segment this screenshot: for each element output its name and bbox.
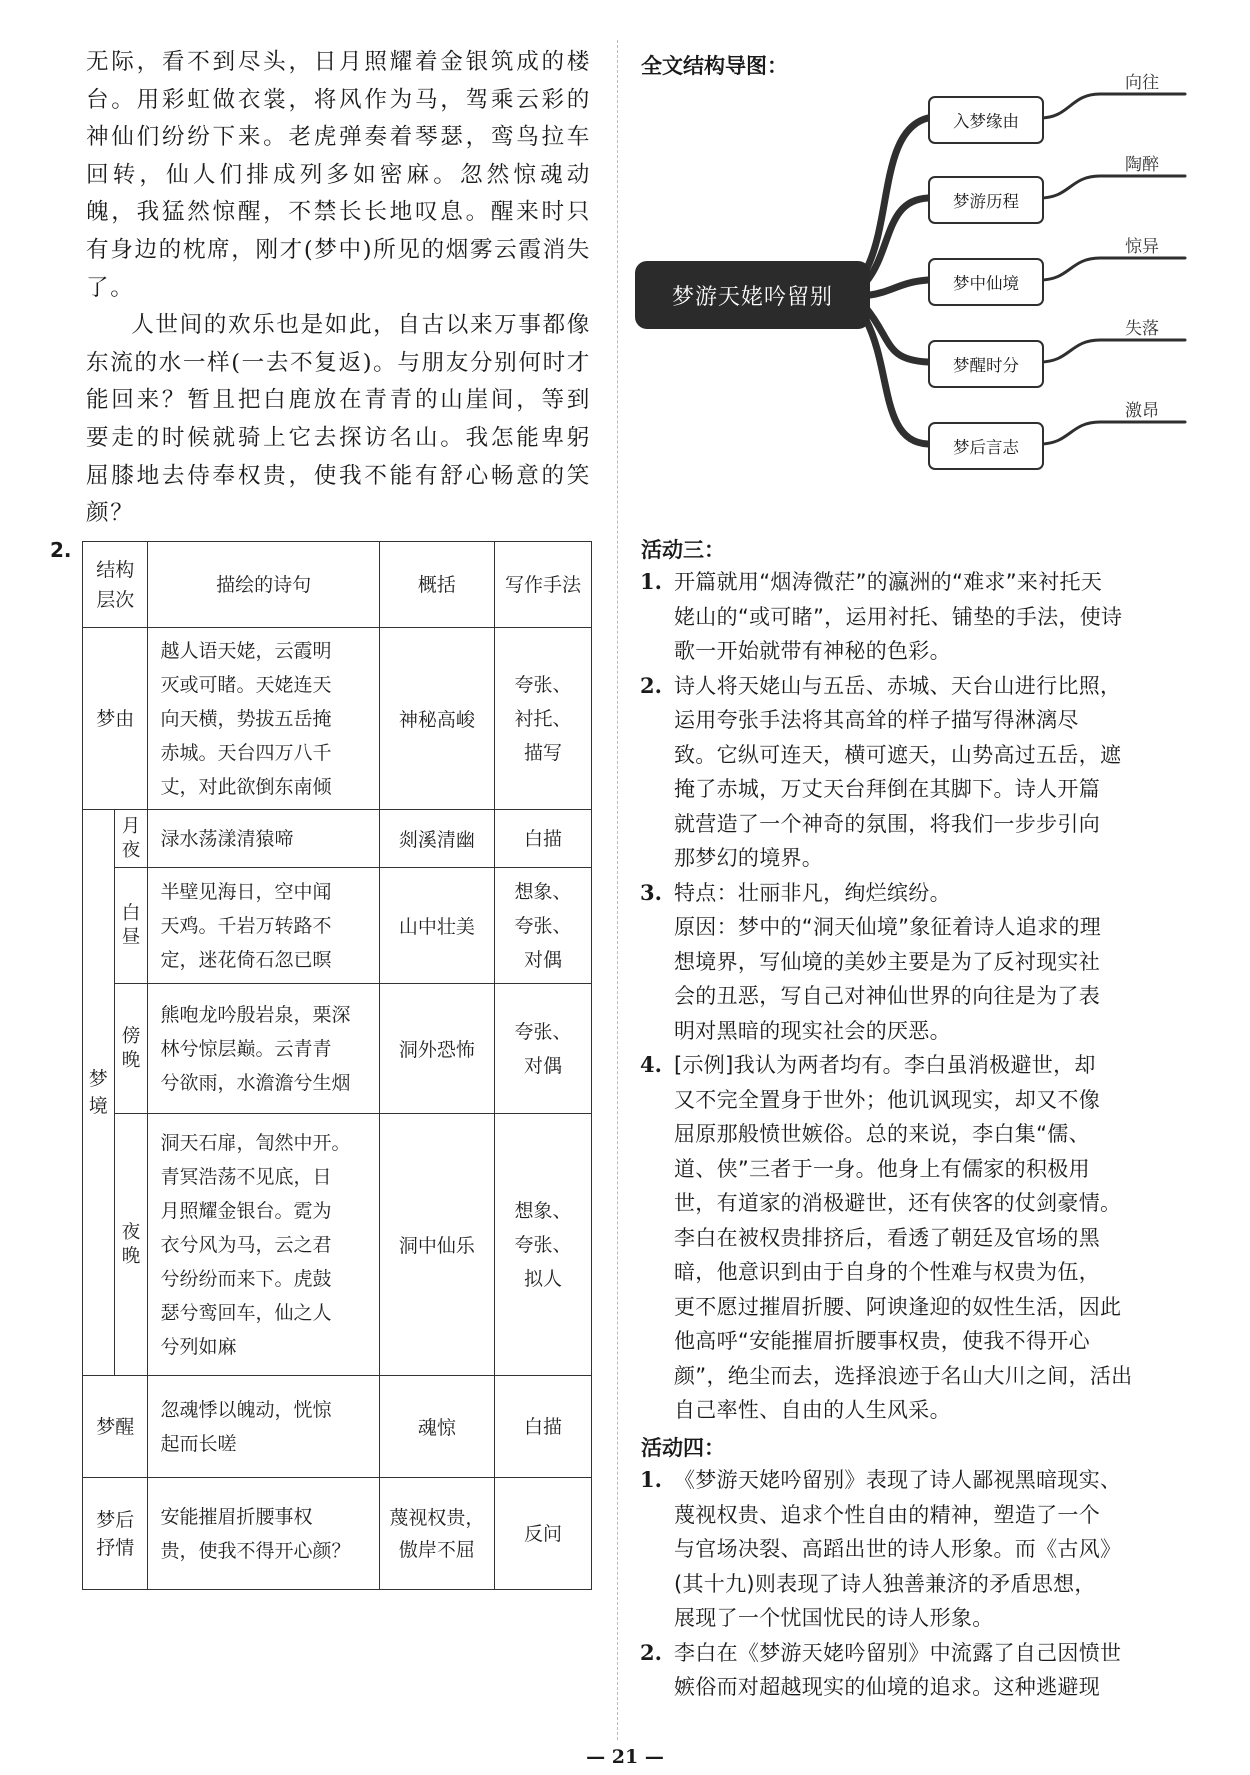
label-text: 梦境	[88, 1067, 108, 1117]
poem-line: 洞天石扉，訇然中开。	[160, 1131, 351, 1154]
answer-item	[640, 565, 1180, 669]
method-text: 对偶	[523, 1054, 562, 1077]
table-row	[83, 1478, 592, 1590]
answer-line: 就营造了一个神奇的氛围，将我们一步步引向	[674, 811, 1100, 836]
table-header-row	[83, 542, 592, 628]
branch-line	[866, 118, 928, 270]
poem-line: 丈，对此欲倒东南倾	[160, 775, 332, 798]
answer-line: 那梦幻的境界。	[674, 846, 824, 870]
poem-line: 林兮惊层巅。云青青	[160, 1037, 332, 1060]
answer-line: 颜”，绝尘而去，选择浪迹于名山大川之间，活出	[674, 1363, 1133, 1388]
answer-text	[674, 1048, 1180, 1428]
poem-line: 瑟兮鸾回车，仙之人	[160, 1301, 332, 1324]
label-text: 抒情	[96, 1536, 135, 1559]
page-number: — 21 —	[586, 1746, 664, 1768]
text-line: 像东流的水一样(一去不复返)。与朋友分别	[86, 312, 591, 376]
structure-label	[83, 628, 148, 810]
answer-line: 自己率性、自由的人生风采。	[674, 1398, 951, 1422]
answer-continuation	[640, 910, 1180, 1048]
answer-text	[674, 876, 1180, 911]
translation-paragraph-2	[86, 307, 591, 533]
leaf-line	[1040, 258, 1185, 280]
answer-number: 1.	[640, 1467, 662, 1492]
poem-line: 贵，使我不得开心颜？	[160, 1539, 351, 1562]
header-text: 结构	[96, 558, 135, 581]
poem-line: 半壁见海日，空中闻	[160, 880, 332, 903]
poem-line: 兮纷纷而来下。虎鼓	[160, 1267, 332, 1290]
answer-line: 展现了一个忧国忧民的诗人形象。	[674, 1606, 994, 1630]
mindmap-node: 梦醒时分	[928, 340, 1044, 388]
text-line: 失了。	[86, 236, 591, 301]
method-cell	[494, 1376, 591, 1478]
summary-text: 傲岸不屈	[398, 1538, 475, 1561]
structure-label	[83, 1478, 148, 1590]
method-text: 拟人	[523, 1267, 562, 1290]
method-text: 反问	[523, 1522, 562, 1545]
header-summary: 概括	[379, 542, 494, 628]
answer-line: 原因：梦中的“洞天仙境”象征着诗人追求的理	[674, 915, 1102, 939]
answer-line: 又不完全置身于世外；他讥讽现实，却又不像	[674, 1087, 1100, 1112]
answer-line: (其十九)则表现了诗人独善兼济的矛盾思想，	[674, 1571, 1096, 1596]
answer-text	[674, 669, 1180, 876]
text-line: 神仙们纷纷下来。老虎弹奏着琴瑟，鸾鸟拉车	[86, 124, 591, 151]
poem-line: 兮欲雨，水澹澹兮生烟	[160, 1071, 351, 1094]
question-number: 2.	[50, 538, 72, 562]
answer-number: 1.	[640, 569, 662, 594]
method-text: 描写	[523, 741, 562, 764]
header-text: 层次	[96, 588, 135, 611]
text-line: 回转，仙人们排成列多如密麻。忽然惊魂动	[86, 161, 591, 188]
answer-line: 屈原那般愤世嫉俗。总的来说，李白集“儒、	[674, 1122, 1090, 1146]
answer-line: 与官场决裂、高蹈出世的诗人形象。而《古风》	[674, 1537, 1122, 1561]
text-line: 人世间的欢乐也是如此，自古以来万事都	[131, 312, 567, 339]
activity3-answers	[640, 565, 1180, 1428]
answer-line: 运用夸张手法将其高耸的样子描写得淋漓尽	[674, 708, 1079, 732]
sub-label	[114, 1114, 148, 1376]
answer-line: 特点：壮丽非凡，绚烂缤纷。	[674, 880, 951, 905]
answer-number: 4.	[640, 1052, 662, 1077]
poem-line: 起而长嗟	[160, 1432, 237, 1455]
column-divider	[617, 40, 618, 1740]
structure-label	[83, 1376, 148, 1478]
method-text: 对偶	[523, 948, 562, 971]
poem-line: 天鸡。千岩万转路不	[160, 914, 332, 937]
sub-label-text: 月夜	[121, 815, 141, 861]
answer-item	[640, 1636, 1180, 1705]
method-cell	[494, 984, 591, 1114]
method-text: 夸张、	[514, 1233, 572, 1256]
table-row	[83, 1376, 592, 1478]
mindmap-title: 全文结构导图：	[641, 54, 788, 78]
method-cell	[494, 1114, 591, 1376]
sub-label-text: 夜晚	[121, 1221, 141, 1267]
answer-line: 世，有道家的消极避世，还有侠客的仗剑豪情。	[674, 1191, 1122, 1215]
answer-line: 致。它纵可连天，横可遮天，山势高过五岳，遮	[674, 742, 1122, 767]
label-text: 梦醒	[96, 1415, 135, 1438]
table-row	[83, 984, 592, 1114]
poem-lines-cell	[148, 810, 379, 868]
answer-item	[640, 876, 1180, 911]
translation-paragraph-1	[86, 44, 591, 307]
sub-label-text: 傍晚	[121, 1025, 141, 1071]
summary-cell: 剡溪清幽	[379, 810, 494, 868]
text-line: 魄，我猛然惊醒，不禁长长地叹息。醒来时只	[86, 199, 591, 226]
summary-text: 蔑视权贵，	[389, 1506, 485, 1529]
table-row	[83, 628, 592, 810]
answer-line: 歌一开始就带有神秘的色彩。	[674, 639, 951, 663]
summary-cell: 神秘高峻	[379, 628, 494, 810]
mindmap-leaf: 陶醉	[1125, 155, 1159, 175]
poem-lines-cell	[148, 1376, 379, 1478]
text-line: 畅意的笑颜？	[86, 462, 591, 527]
answer-line: 嫉俗而对超越现实的仙境的追求。这种逃避现	[674, 1675, 1100, 1699]
summary-cell: 魂惊	[379, 1376, 494, 1478]
answer-text	[674, 565, 1180, 669]
header-structure	[83, 542, 148, 628]
mindmap-node: 梦后言志	[928, 422, 1044, 470]
answer-line: 李白在《梦游天姥吟留别》中流露了自己因愤世	[674, 1640, 1122, 1665]
structure-table	[82, 541, 592, 1590]
text-line: 无际，看不到尽头，日月照耀着金银筑成的楼	[86, 49, 591, 75]
answer-line: 道、侠”三者于一身。他身上有儒家的积极用	[674, 1156, 1090, 1181]
answer-line: 更不愿过摧眉折腰、阿谀逢迎的奴性生活，因此	[674, 1294, 1122, 1319]
poem-lines-cell	[148, 1478, 379, 1590]
text-line: 何时才能回来？暂且把白鹿放在青青的山崖	[86, 349, 591, 414]
summary-cell: 山中壮美	[379, 868, 494, 984]
answer-line: 明对黑暗的现实社会的厌恶。	[674, 1018, 951, 1043]
answer-item	[640, 1048, 1180, 1428]
summary-cell	[379, 1478, 494, 1590]
poem-line: 熊咆龙吟殷岩泉，栗深	[160, 1003, 351, 1026]
answer-line: [示例]我认为两者均有。李白虽消极避世，却	[674, 1053, 1096, 1077]
leaf-line	[1040, 340, 1185, 362]
method-text: 夸张、	[514, 1020, 572, 1043]
method-cell	[494, 868, 591, 984]
answer-line: 诗人将天姥山与五岳、赤城、天台山进行比照，	[674, 673, 1122, 698]
answer-number: 2.	[640, 672, 662, 698]
table-row	[83, 810, 592, 868]
poem-line: 月照耀金银台。霓为	[160, 1199, 332, 1222]
poem-line: 衣兮风为马，云之君	[160, 1233, 332, 1256]
sub-label	[114, 810, 148, 868]
poem-line: 向天横，势拔五岳掩	[160, 707, 332, 730]
text-line: 怎能卑躬屈膝地去侍奉权贵，使我不能有舒心	[86, 424, 591, 489]
method-cell	[494, 628, 591, 810]
poem-line: 渌水荡漾清猿啼	[160, 827, 294, 850]
mindmap-root: 梦游天姥吟留别	[635, 261, 870, 329]
method-text: 白描	[523, 827, 562, 850]
poem-lines-cell	[148, 1114, 379, 1376]
method-text: 夸张、	[514, 673, 572, 696]
answer-item	[640, 669, 1180, 876]
answer-text	[674, 1636, 1180, 1705]
method-cell	[494, 1478, 591, 1590]
mindmap-leaf: 失落	[1125, 319, 1159, 339]
label-text: 梦由	[96, 707, 135, 730]
answer-line: 蔑视权贵、追求个性自由的精神，塑造了一个	[674, 1502, 1100, 1527]
answer-line: 想境界，写仙境的美妙主要是为了反衬现实社	[674, 949, 1100, 974]
header-method: 写作手法	[494, 542, 591, 628]
mindmap-leaf: 惊异	[1125, 237, 1159, 257]
translation-text	[86, 44, 591, 533]
method-text: 想象、	[514, 1199, 572, 1222]
text-line: 间，等到要走的时候就骑上它去探访名山。我	[86, 387, 591, 451]
method-text: 衬托、	[514, 707, 572, 730]
answer-line: 掩了赤城，万丈天台拜倒在其脚下。诗人开篇	[674, 777, 1100, 801]
poem-line: 定，迷花倚石忽已暝	[160, 948, 332, 971]
table-row	[83, 868, 592, 984]
poem-line: 青冥浩荡不见底，日	[160, 1165, 332, 1188]
leaf-line	[1040, 94, 1185, 118]
answer-number: 2.	[640, 1639, 662, 1665]
poem-lines-cell	[148, 984, 379, 1114]
answer-line: 暗，他意识到由于自身的个性难与权贵为伍，	[674, 1260, 1100, 1284]
sub-label-text: 白昼	[121, 902, 141, 948]
mindmap-leaf: 激昂	[1125, 401, 1159, 421]
leaf-line	[1040, 422, 1185, 444]
mind-map	[630, 70, 1200, 530]
poem-line: 忽魂悸以魄动，恍惊	[160, 1398, 332, 1421]
activity4-title: 活动四：	[641, 1436, 725, 1460]
answer-text	[674, 1463, 1180, 1636]
answer-line: 《梦游天姥吟留别》表现了诗人鄙视黑暗现实、	[674, 1468, 1122, 1492]
branch-line	[870, 280, 928, 295]
method-text: 白描	[523, 1415, 562, 1438]
answer-line: 会的丑恶，写自己对神仙世界的向往是为了表	[674, 984, 1100, 1008]
mindmap-node: 入梦缘由	[928, 96, 1044, 144]
text-line: 有身边的枕席，刚才(梦中)所见的烟雾云霞消	[86, 236, 567, 263]
label-text: 梦后	[96, 1508, 135, 1531]
table-row	[83, 1114, 592, 1376]
leaf-line	[1040, 176, 1185, 198]
poem-line: 兮列如麻	[160, 1335, 237, 1358]
answer-number: 3.	[640, 879, 662, 905]
header-lines: 描绘的诗句	[148, 542, 379, 628]
mindmap-node: 梦游历程	[928, 176, 1044, 224]
poem-lines-cell	[148, 868, 379, 984]
activity3-title: 活动三：	[641, 538, 725, 562]
method-cell	[494, 810, 591, 868]
mindmap-node: 梦中仙境	[928, 258, 1044, 306]
answer-line: 李白在被权贵排挤后，看透了朝廷及官场的黑	[674, 1225, 1100, 1250]
poem-line: 越人语天姥，云霞明	[160, 639, 332, 662]
poem-line: 灭或可睹。天姥连天	[160, 673, 332, 696]
poem-line: 赤城。天台四万八千	[160, 741, 332, 764]
mindmap-leaf: 向往	[1125, 73, 1159, 93]
activity4-answers	[640, 1463, 1180, 1705]
sub-label	[114, 984, 148, 1114]
answer-line: 他高呼“安能摧眉折腰事权贵，使我不得开心	[674, 1329, 1090, 1353]
sub-label	[114, 868, 148, 984]
summary-cell: 洞中仙乐	[379, 1114, 494, 1376]
answer-line: 开篇就用“烟涛微茫”的瀛洲的“难求”来衬托天	[674, 570, 1103, 594]
text-line: 台。用彩虹做衣裳，将风作为马，驾乘云彩的	[86, 86, 591, 113]
answer-line: 姥山的“或可睹”，运用衬托、铺垫的手法，使诗	[674, 604, 1123, 629]
answer-item	[640, 1463, 1180, 1636]
method-text: 夸张、	[514, 914, 572, 937]
branch-line	[866, 320, 928, 444]
poem-lines-cell	[148, 628, 379, 810]
structure-label	[83, 810, 115, 1376]
poem-line: 安能摧眉折腰事权	[160, 1505, 313, 1528]
method-text: 想象、	[514, 880, 572, 903]
summary-cell: 洞外恐怖	[379, 984, 494, 1114]
